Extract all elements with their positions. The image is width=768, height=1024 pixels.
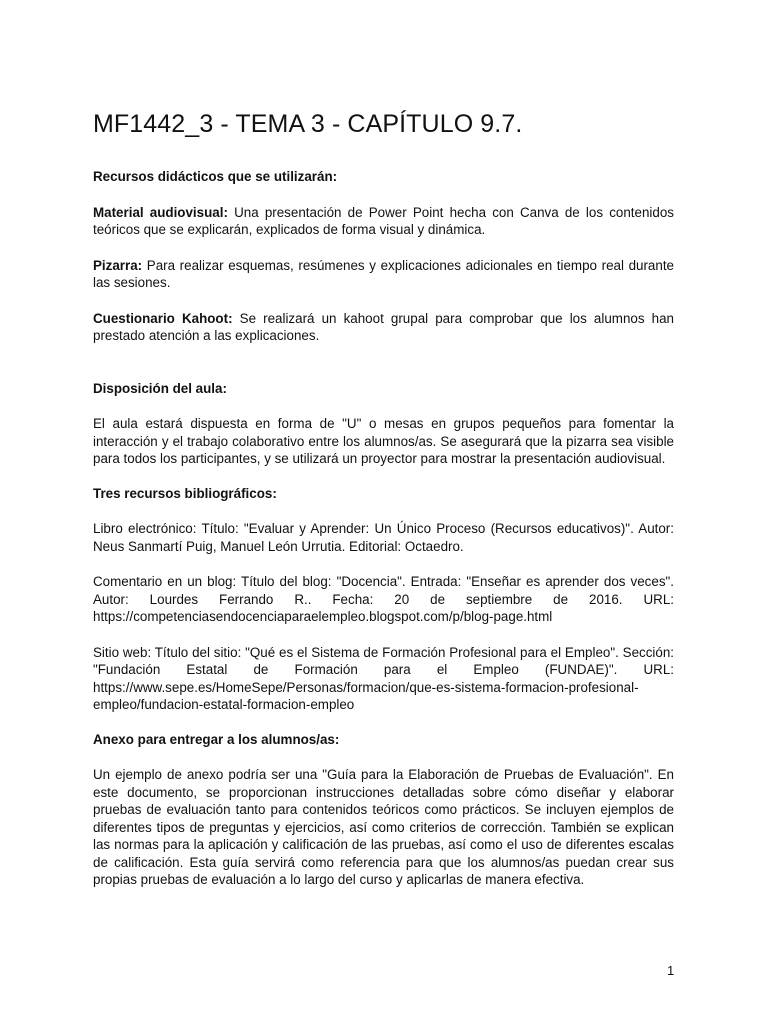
recurso-text: Se realizará un kahoot grupal para comprobar que los alumnos han prestado atención a las explicaciones. [93,310,674,343]
anexo-text: Un ejemplo de anexo podría ser una "Guía para la Elaboración de Pruebas de Evaluación". En este documento, se proporcionan instrucciones detalladas sobre cómo diseñar y elaborar pruebas de evaluación tanto para contenidos teóricos como prácticos. Se incluyen ejemplos de diferentes tipos de preguntas y ejercicios, así como criterios de corrección. También se explican las normas para la aplicación y calificación de las pruebas, así como el uso de diferentes escalas de calificación. Esta guía servirá como referencia para que los alumnos/as puedan crear sus propias pruebas de evaluación a lo largo del curso y aplicarlas de manera efectiva. [93,767,674,887]
recurso-item-pizarra [93,257,674,292]
section-heading-bibliografia: Tres recursos bibliográficos: [93,485,277,501]
bibliografia-item-libro: Libro electrónico: Título: "Evaluar y Aprender: Un Único Proceso (Recursos educativos)". Autor: Neus Sanmartí Puig, Manuel León Urrutia. Editorial: Octaedro. [93,521,674,554]
bibliografia-item-sitio-web: Sitio web: Título del sitio: "Qué es el Sistema de Formación Profesional para el Empleo". Sección: "Fundación Estatal de Formación para el Empleo (FUNDAE)". URL: https://www.sepe.es/HomeSepe/Personas/formacion/que-es-sistema-formacion-profesional-empleo/fundacion-estatal-formacion-empleo [93,644,674,712]
recurso-text: Para realizar esquemas, resúmenes y explicaciones adicionales en tiempo real durante las sesiones. [93,257,674,290]
disposicion-text: El aula estará dispuesta en forma de "U" o mesas en grupos pequeños para fomentar la interacción y el trabajo colaborativo entre los alumnos/as. Se asegurará que la pizarra sea visible para todos los participantes, y se utilizará un proyector para mostrar la presentación audiovisual. [93,416,674,466]
recurso-text: Una presentación de Power Point hecha con Canva de los contenidos teóricos que se explicarán, explicados de forma visual y dinámica. [93,204,674,237]
bibliografia-item-blog: Comentario en un blog: Título del blog: "Docencia". Entrada: "Enseñar es aprender dos veces". Autor: Lourdes Ferrando R.. Fecha: 20 de septiembre de 2016. URL: https://competenciasendocenciaparaelempleo.blogspot.com/p/blog-page.html [93,574,674,624]
recurso-item-kahoot [93,310,674,345]
section-heading-anexo: Anexo para entregar a los alumnos/as: [93,731,340,747]
recurso-label: Pizarra: [93,257,143,273]
page-number: 1 [667,963,675,978]
section-heading-disposicion: Disposición del aula: [93,380,227,396]
recurso-item-audiovisual [93,204,674,239]
document-title: MF1442_3 - TEMA 3 - CAPÍTULO 9.7. [93,110,523,138]
recurso-label: Material audiovisual: [93,204,228,220]
recurso-label: Cuestionario Kahoot: [93,310,233,326]
document-body [93,168,674,889]
section-heading-recursos: Recursos didácticos que se utilizarán: [93,169,338,184]
